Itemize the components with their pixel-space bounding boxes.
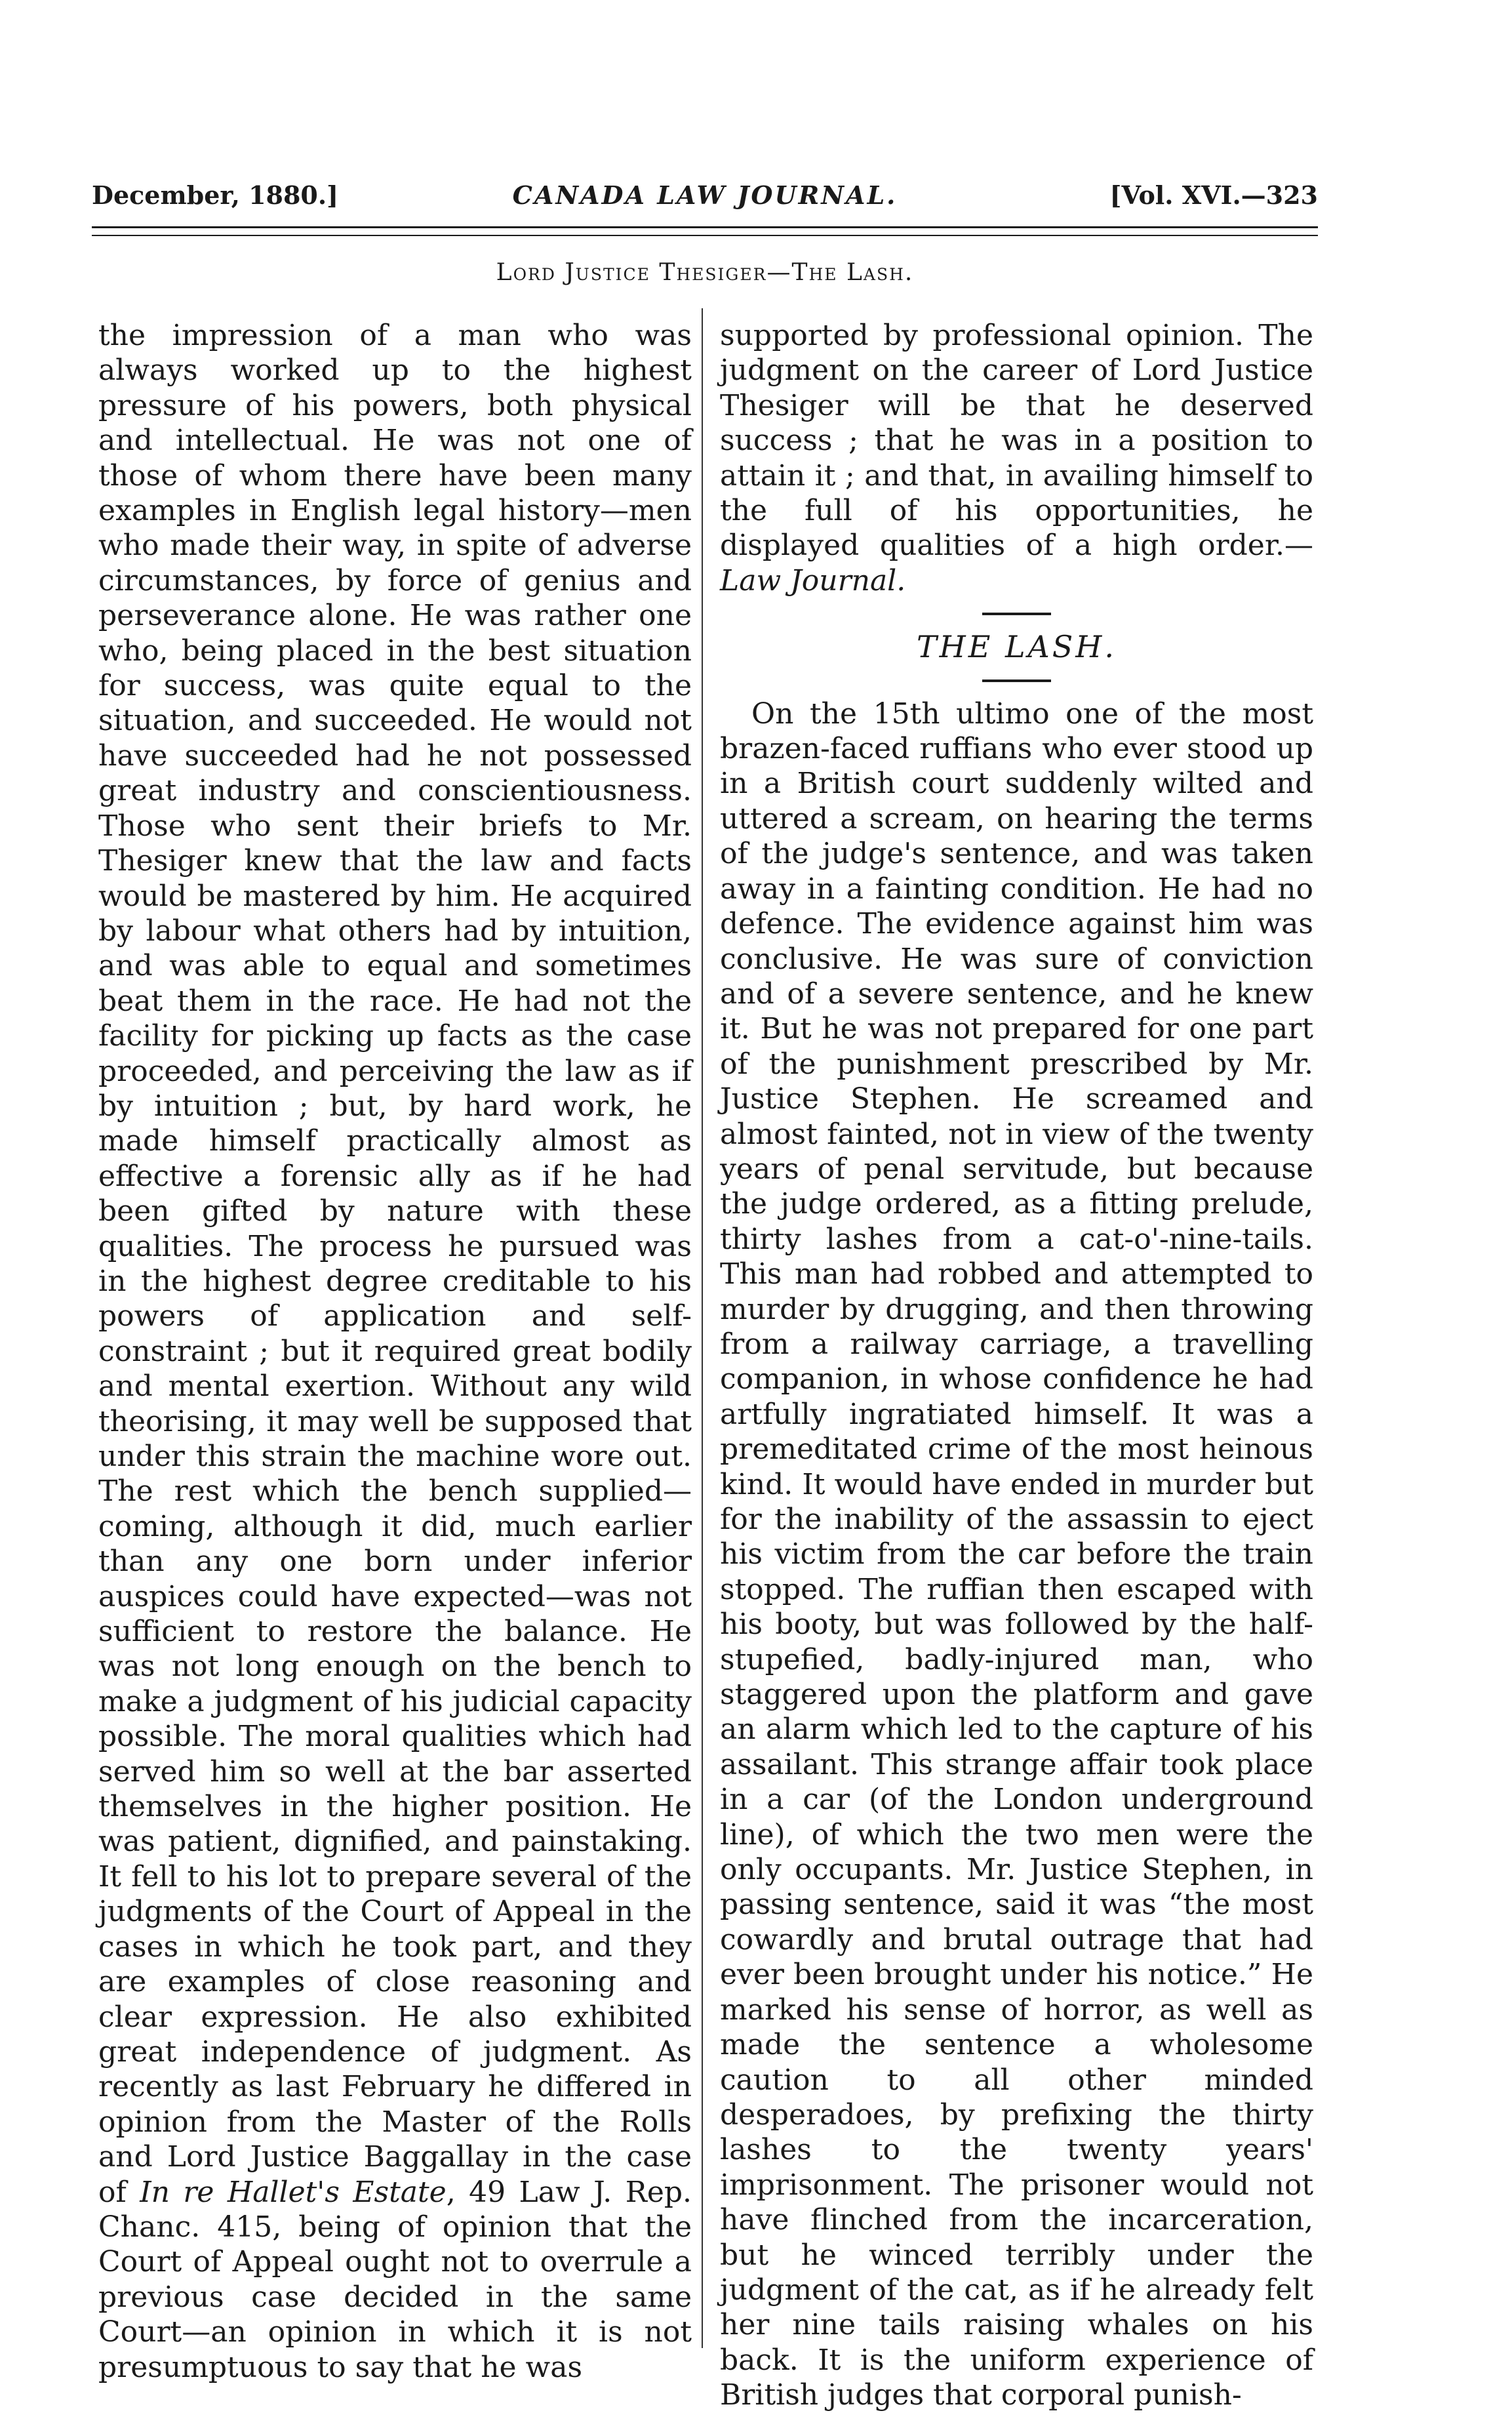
left-column [98,318,692,2385]
section-heading: Lord Justice Thesiger—The Lash. [496,259,914,286]
header-double-rule [92,226,1318,236]
volume-page-number: [Vol. XVI.—323 [1109,180,1318,210]
source-attribution: Law Journal. [720,563,906,598]
column-divider [702,308,703,2348]
issue-date: December, 1880.] [92,180,339,210]
running-head [92,180,1318,220]
title-rule-bottom [982,679,1051,682]
case-citation-name: In re Hallet's Estate [140,2175,447,2209]
right-column [720,318,1313,2413]
article-title: THE LASH. [916,629,1117,665]
left-column-text-2: , 49 Law J. Rep. Chanc. 415, being of opinion that the Court of Appeal ought not to overrule a previous case decided in the same Court—an opinion in which it is not presumptuous to say that he was [98,2175,692,2384]
left-column-text-1: the impression of a man who was always worked up to the highest pressure of his powers, both physical and intellectual. He was not one of those of whom there have been many examples in English legal history—men who made their way, in spite of adverse circumstances, by force of genius and perseverance alone. He was rather one who, being placed in the best situation for success, was quite equal to the situation, and succeeded. He would not have succeeded had he not possessed great industry and conscientiousness. Those who sent their briefs to Mr. Thesiger knew that the law and facts would be mastered by him. He acquired by labour what others had by intuition, and was able to equal and sometimes beat them in the race. He had not the facility for picking up facts as the case proceeded, and perceiving the law as if by intuition ; but, by hard work, he made himself practically almost as effective a forensic ally as if he had been gifted by nature with these qualities. The process he pursued was in the highest degree creditable to his powers of application and self-constraint ; but it required great bodily and mental exertion. Without any wild theorising, it may well be supposed that under this strain the machine wore out. The rest which the bench supplied—coming, although it did, much earlier than any one born under inferior auspices could have expected—was not sufficient to restore the balance. He was not long enough on the bench to make a judgment of his judicial capacity possible. The moral qualities which had served him so well at the bar asserted themselves in the higher position. He was patient, dignified, and painstaking. It fell to his lot to prepare several of the judgments of the Court of Appeal in the cases in which he took part, and they are examples of close reasoning and clear expression. He also exhibited great independence of judgment. As recently as last February he differed in opinion from the Master of the Rolls and Lord Justice Baggallay in the case of [98,319,692,2209]
left-column-paragraph [98,318,692,2385]
continuation-paragraph [720,318,1313,598]
continuation-text: supported by professional opinion. The judgment on the career of Lord Justice Thesiger will be that he deserved success ; that he was in a position to attain it ; and that, in availing himself to the full of his opportunities, he displayed qualities of a high order.— [720,319,1313,563]
journal-title: CANADA LAW JOURNAL. [512,180,898,210]
article-body-paragraph: On the 15th ultimo one of the most brazen-faced ruffians who ever stood up in a British court suddenly wilted and uttered a scream, on hearing the terms of the judge's sentence, and was taken away in a fainting condition. He had no defence. The evidence against him was conclusive. He was sure of conviction and of a severe sentence, and he knew it. But he was not prepared for one part of the punishment prescribed by Mr. Justice Stephen. He screamed and almost fainted, not in view of the twenty years of penal servitude, but because the judge ordered, as a fitting prelude, thirty lashes from a cat-o'-nine-tails. This man had robbed and attempted to murder by drugging, and then throwing from a railway carriage, a travelling companion, in whose confidence he had artfully ingratiated himself. It was a premeditated crime of the most heinous kind. It would have ended in murder but for the inability of the assassin to eject his victim from the car before the train stopped. The ruffian then escaped with his booty, but was followed by the half-stupefied, badly-injured man, who staggered upon the platform and gave an alarm which led to the capture of his assailant. This strange affair took place in a car (of the London underground line), of which the two men were the only occupants. Mr. Justice Stephen, in passing sentence, said it was “the most cowardly and brutal outrage that had ever been brought under his notice.” He marked his sense of horror, as well as made the sentence a wholesome caution to all other minded desperadoes, by prefixing the thirty lashes to the twenty years' imprisonment. The prisoner would not have flinched from the incarceration, but he winced terribly under the judgment of the cat, as if he already felt her nine tails raising whales on his back. It is the uniform experience of British judges that corporal punish- [720,697,1313,2412]
journal-page [92,167,1318,2412]
title-rule-top [982,613,1051,615]
